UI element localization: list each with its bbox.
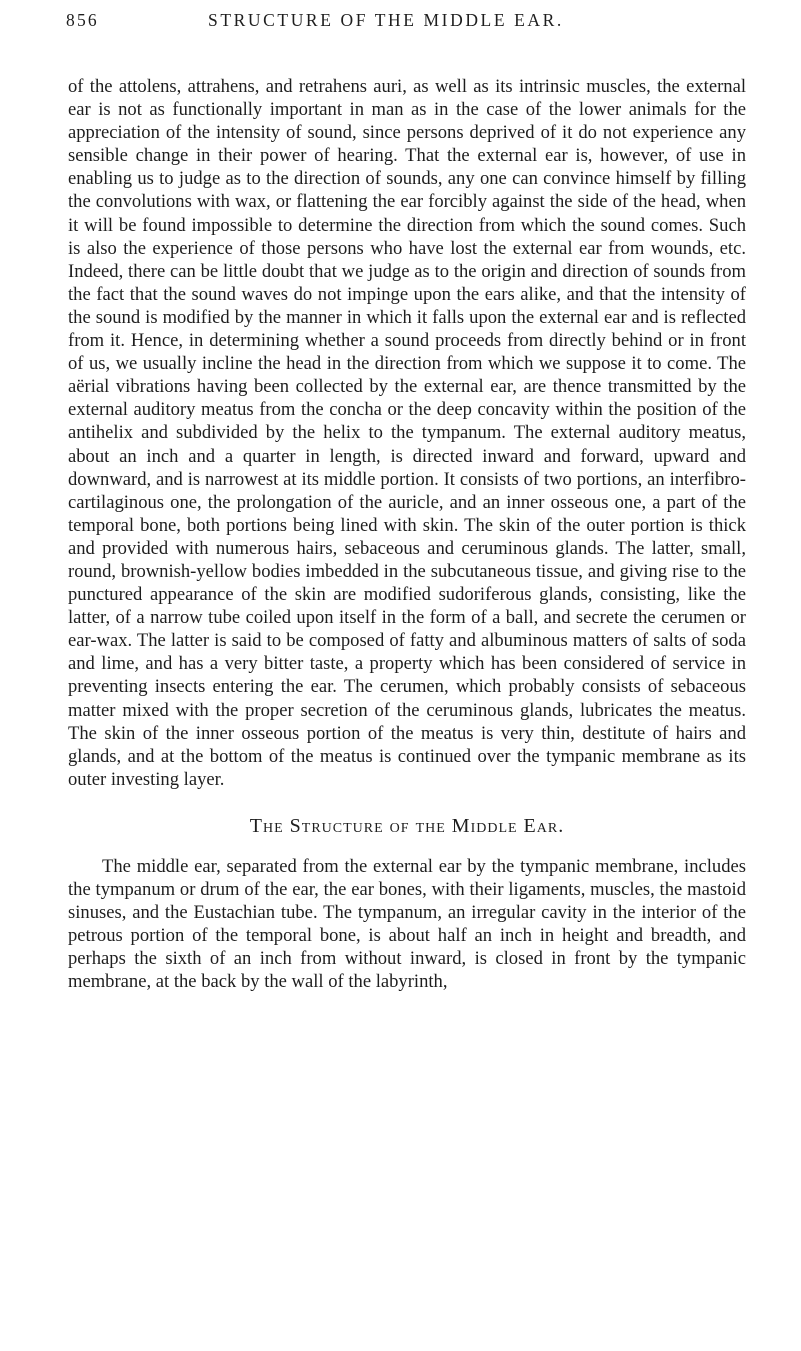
paragraph-middle-ear: The middle ear, separated from the external ear by the tympanic membrane, includes the tympanum or drum of the ear, the ear bones, with their ligaments, muscles, the mastoid sinuses, and the Eustachian tube. The tympanum, an irregular cavity in the interior of the petrous portion of the temporal bone, is about half an inch in height and breadth, and perhaps the sixth of an inch from without inward, is closed in front by the tympanic membrane, at the back by the wall of the labyrinth, xyxy=(68,855,746,993)
book-page xyxy=(68,0,746,993)
page-number: 856 xyxy=(66,10,99,30)
paragraph-external-ear: of the attolens, attrahens, and retrahens auri, as well as its intrinsic muscles, the external ear is not as functionally important in man as in the case of the lower animals for the appreciation of the intensity of sound, since persons deprived of it do not experience any sensible change in their power of hearing. That the external ear is, however, of use in enabling us to judge as to the direction of sounds, any one can convince himself by filling the convolutions with wax, or flattening the ear forcibly against the side of the head, when it will be found impossible to determine the direction from which the sound comes. Such is also the experience of those persons who have lost the external ear from wounds, etc. Indeed, there can be little doubt that we judge as to the origin and direction of sounds from the fact that the sound waves do not impinge upon the ears alike, and that the intensity of the sound is modified by the manner in which it falls upon the external ear and is reflected from it. Hence, in determining whether a sound proceeds from directly behind or in front of us, we usually incline the head in the direction from which we suppose it to come. The aërial vibrations having been collected by the external ear, are thence transmitted by the external auditory meatus from the concha or the deep concavity within the position of the antihelix and subdivided by the helix to the tympanum. The external auditory meatus, about an inch and a quarter in length, is directed inward and forward, upward and downward, and is narrowest at its middle portion. It consists of two portions, an interfibro-cartilaginous one, the prolongation of the auricle, and an inner osseous one, a part of the temporal bone, both portions being lined with skin. The skin of the outer portion is thick and provided with numerous hairs, sebaceous and ceruminous glands. The latter, small, round, brownish-yellow bodies imbedded in the subcutaneous tissue, and giving rise to the punctured appearance of the skin are modified sudoriferous glands, consisting, like the latter, of a narrow tube coiled upon itself in the form of a ball, and secrete the cerumen or ear-wax. The latter is said to be composed of fatty and albuminous matters of salts of soda and lime, and has a very bitter taste, a property which has been considered of service in preventing insects entering the ear. The cerumen, which probably consists of sebaceous matter mixed with the proper secretion of the ceruminous glands, lubricates the meatus. The skin of the inner osseous portion of the meatus is very thin, destitute of hairs and glands, and at the bottom of the meatus is continued over the tympanic membrane as its outer investing layer. xyxy=(68,76,746,790)
running-title: STRUCTURE OF THE MIDDLE EAR. xyxy=(208,10,564,30)
running-head xyxy=(68,10,746,44)
section-heading: The Structure of the Middle Ear. xyxy=(249,814,565,837)
